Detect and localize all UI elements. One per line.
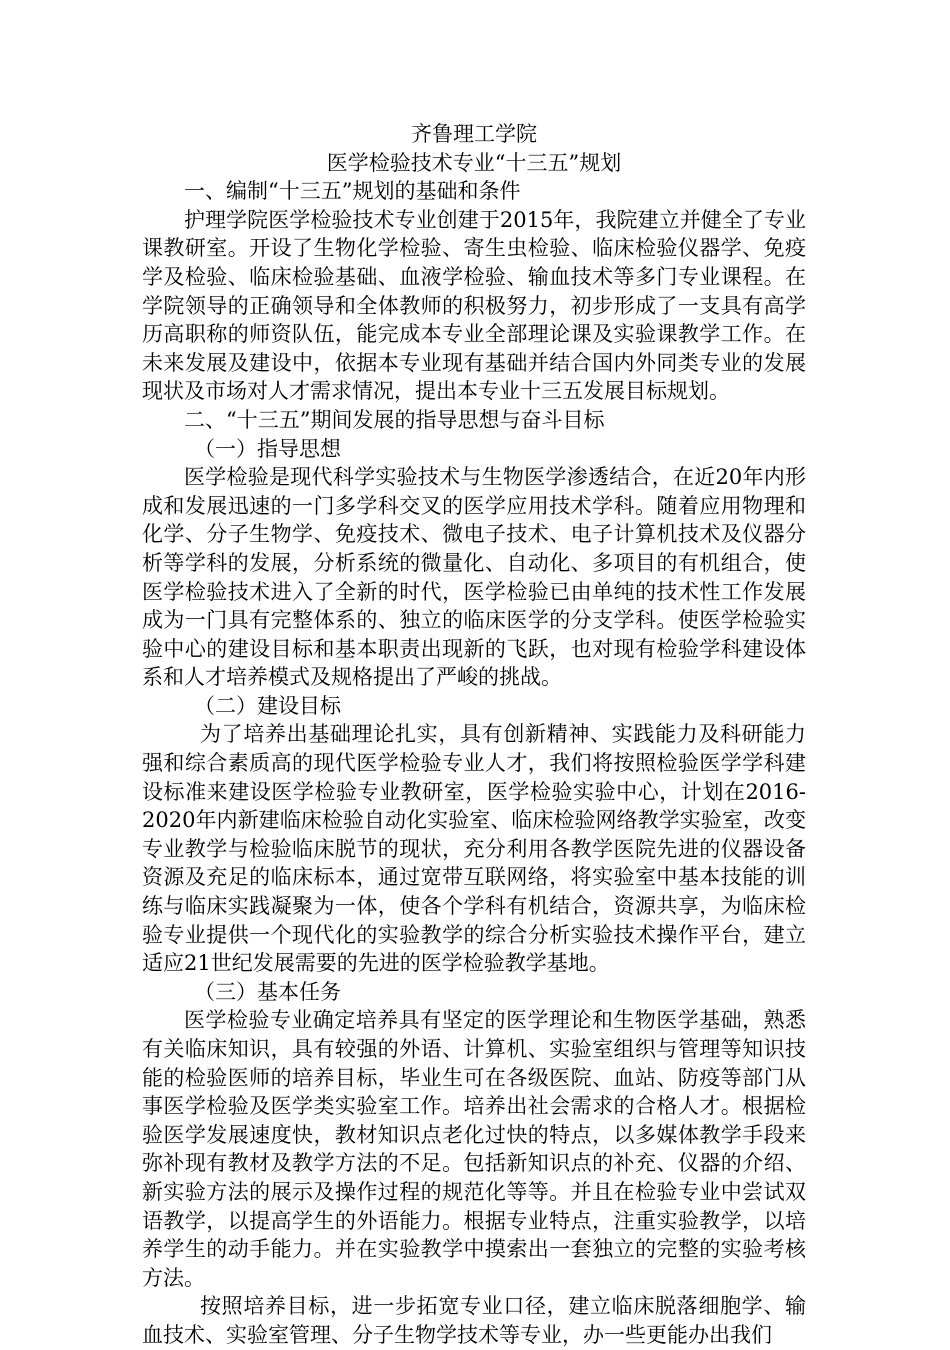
subsection-2-heading: （二）建设目标 bbox=[194, 693, 341, 718]
subsection-3-paragraph-1: 医学检验专业确定培养具有坚定的医学理论和生物医学基础，熟悉有关临床知识，具有较强的外语、计算机、实验室组织与管理等知识技能的检验医师的培养目标，毕业生可在各级医院、血站、防疫等部门从事医学检验及医学类实验室工作。培养出社会需求的合格人才。根据检验医学发展速度快，教材知识点老化过快的特点，以多媒体教学手段来弥补现有教材及教学方法的不足。包括新知识点的补充、仪器的介绍、新实验方法的展示及操作过程的规范化等等。并且在检验专业中尝试双语教学，以提高学生的外语能力。根据专业特点，注重实验教学，以培养学生的动手能力。并在实验教学中摸索出一套独立的完整的实验考核方法。 bbox=[142, 1008, 806, 1290]
subsection-1-paragraph: 医学检验是现代科学实验技术与生物医学渗透结合，在近20年内形成和发展迅速的一门多学科交叉的医学应用技术学科。随着应用物理和化学、分子生物学、免疫技术、微电子技术、电子计算机技术及仪器分析等学科的发展，分析系统的微量化、自动化、多项目的有机组合，使医学检验技术进入了全新的时代，医学检验已由单纯的技术性工作发展成为一门具有完整体系的、独立的临床医学的分支学科。使医学检验实验中心的建设目标和基本职责出现新的飞跃，也对现有检验学科建设体系和人才培养模式及规格提出了严峻的挑战。 bbox=[142, 465, 806, 690]
section-1-heading: 一、编制“十三五”规划的基础和条件 bbox=[184, 179, 521, 204]
section-2-heading: 二、“十三五”期间发展的指导思想与奋斗目标 bbox=[184, 407, 605, 432]
subsection-3-paragraph-2: 按照培养目标，进一步拓宽专业口径，建立临床脱落细胞学、输血技术、实验室管理、分子生物学技术等专业，办一些更能办出我们 bbox=[142, 1294, 806, 1347]
subsection-3-heading: （三）基本任务 bbox=[194, 979, 341, 1004]
institution-title: 齐鲁理工学院 bbox=[411, 122, 537, 146]
document-page bbox=[142, 120, 806, 1350]
section-1-paragraph: 护理学院医学检验技术专业创建于2015年，我院建立并健全了专业课教研室。开设了生物化学检验、寄生虫检验、临床检验仪器学、免疫学及检验、临床检验基础、血液学检验、输血技术等多门专业课程。在学院领导的正确领导和全体教师的积极努力，初步形成了一支具有高学历高职称的师资队伍，能完成本专业全部理论课及实验课教学工作。在未来发展及建设中，依据本专业现有基础并结合国内外同类专业的发展现状及市场对人才需求情况，提出本专业十三五发展目标规划。 bbox=[142, 207, 806, 404]
subsection-2-paragraph: 为了培养出基础理论扎实，具有创新精神、实践能力及科研能力强和综合素质高的现代医学检验专业人才，我们将按照检验医学学科建设标准来建设医学检验专业教研室，医学检验实验中心，计划在2016-2020年内新建临床检验自动化实验室、临床检验网络教学实验室，改变专业教学与检验临床脱节的现状，充分利用各教学医院先进的仪器设备资源及充足的临床标本，通过宽带互联网络，将实验室中基本技能的训练与临床实践凝聚为一体，使各个学科有机结合，资源共享，为临床检验专业提供一个现代化的实验教学的综合分析实验技术操作平台，建立适应21世纪发展需要的先进的医学检验教学基地。 bbox=[142, 722, 806, 976]
subsection-1-heading: （一）指导思想 bbox=[194, 436, 341, 461]
document-title: 医学检验技术专业“十三五”规划 bbox=[326, 150, 622, 175]
